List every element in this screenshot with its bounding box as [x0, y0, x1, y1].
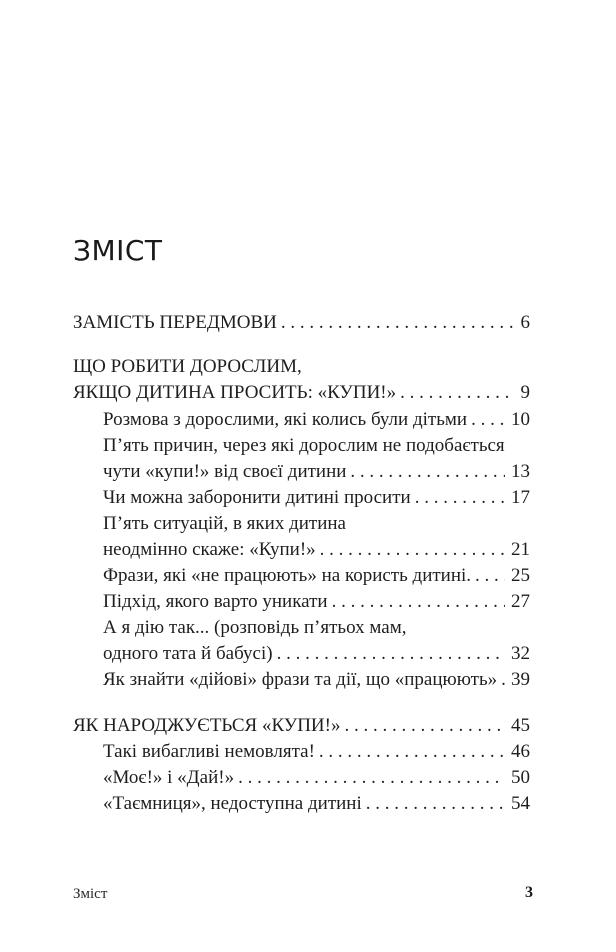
toc-entry-title: «Таємниця», недоступна дитині — [103, 793, 362, 814]
toc-page-number: 39 — [511, 669, 530, 690]
dot-leader — [400, 380, 514, 406]
dot-leader — [320, 537, 505, 563]
toc-entry-title: А я дію так... (розповідь п’ятьох мам, — [103, 617, 407, 638]
dot-leader — [350, 459, 505, 485]
toc-entry-title: Підхід, якого варто уникати — [103, 591, 328, 612]
toc-entry-title-continued: одного тата й бабусі) — [103, 643, 273, 664]
dot-leader — [366, 791, 505, 817]
toc-page-number: 32 — [511, 643, 530, 664]
toc-entry-title: ЯК НАРОДЖУЄТЬСЯ «КУПИ!» — [73, 715, 341, 736]
toc-entry-title-continued: чути «купи!» від своєї дитини — [103, 461, 347, 482]
toc-entry-what-adults-do[interactable] — [73, 354, 530, 406]
toc-entry-stories[interactable] — [103, 615, 530, 667]
dot-leader — [332, 589, 505, 615]
toc-page-number: 17 — [511, 487, 530, 508]
toc-entry-foreword[interactable] — [73, 310, 530, 336]
toc-entry-five-reasons[interactable] — [103, 433, 530, 485]
dot-leader — [475, 563, 505, 589]
toc-entry-title-continued: неодмінно скаже: «Купи!» — [103, 539, 316, 560]
toc-page-number: 45 — [511, 715, 530, 736]
toc-entry-approach[interactable] — [103, 589, 530, 615]
toc-page-number: 6 — [520, 312, 530, 333]
toc-entry-title: Такі вибагливі немовлята! — [103, 741, 315, 762]
dot-leader — [415, 485, 505, 511]
toc-entry-title: Розмова з дорослими, які колись були дітьми — [103, 409, 468, 430]
toc-page-number: 10 — [511, 409, 530, 430]
running-footer-title: Зміст — [73, 886, 108, 902]
toc-page-number: 54 — [511, 793, 530, 814]
toc-entry-title: «Моє!» і «Дай!» — [103, 767, 235, 788]
toc-entry-secret[interactable] — [103, 791, 530, 817]
toc-page-number: 13 — [511, 461, 530, 482]
toc-entry-title: П’ять причин, через які дорослим не подобається — [103, 435, 505, 456]
toc-entry-title: ЩО РОБИТИ ДОРОСЛИМ, — [73, 356, 302, 377]
toc-page-number: 46 — [511, 741, 530, 762]
toc-entry-conversation[interactable] — [103, 407, 530, 433]
page-number: 3 — [525, 884, 533, 901]
toc-entry-forbid[interactable] — [103, 485, 530, 511]
toc-entry-how-born[interactable] — [73, 713, 530, 739]
toc-entry-title: Фрази, які «не працюють» на користь дитині. — [103, 565, 472, 586]
dot-leader — [319, 739, 505, 765]
toc-page-number: 9 — [520, 382, 530, 403]
toc-page-number: 50 — [511, 767, 530, 788]
dot-leader — [344, 713, 505, 739]
toc-entry-phrases[interactable] — [103, 563, 530, 589]
toc-entry-five-situations[interactable] — [103, 511, 530, 563]
toc-entry-infants[interactable] — [103, 739, 530, 765]
toc-page-number: 25 — [511, 565, 530, 586]
toc-entry-title: ЗАМІСТЬ ПЕРЕДМОВИ — [73, 312, 277, 333]
toc-entry-title: П’ять ситуацій, в яких дитина — [103, 513, 346, 534]
toc-page-number: 21 — [511, 539, 530, 560]
toc-entry-title: Чи можна заборонити дитині просити — [103, 487, 411, 508]
toc-page-number: 27 — [511, 591, 530, 612]
dot-leader — [281, 310, 515, 336]
page-title: ЗМІСТ — [73, 234, 163, 267]
dot-leader — [501, 667, 505, 693]
toc-entry-mine-give[interactable] — [103, 765, 530, 791]
toc-entry-working-phrases[interactable] — [103, 667, 530, 693]
dot-leader — [277, 641, 505, 667]
dot-leader — [471, 407, 505, 433]
dot-leader — [238, 765, 505, 791]
toc-entry-title-continued: ЯКЩО ДИТИНА ПРОСИТЬ: «КУПИ!» — [73, 382, 397, 403]
toc-entry-title: Як знайти «дійові» фрази та дії, що «працюють» — [103, 669, 498, 690]
